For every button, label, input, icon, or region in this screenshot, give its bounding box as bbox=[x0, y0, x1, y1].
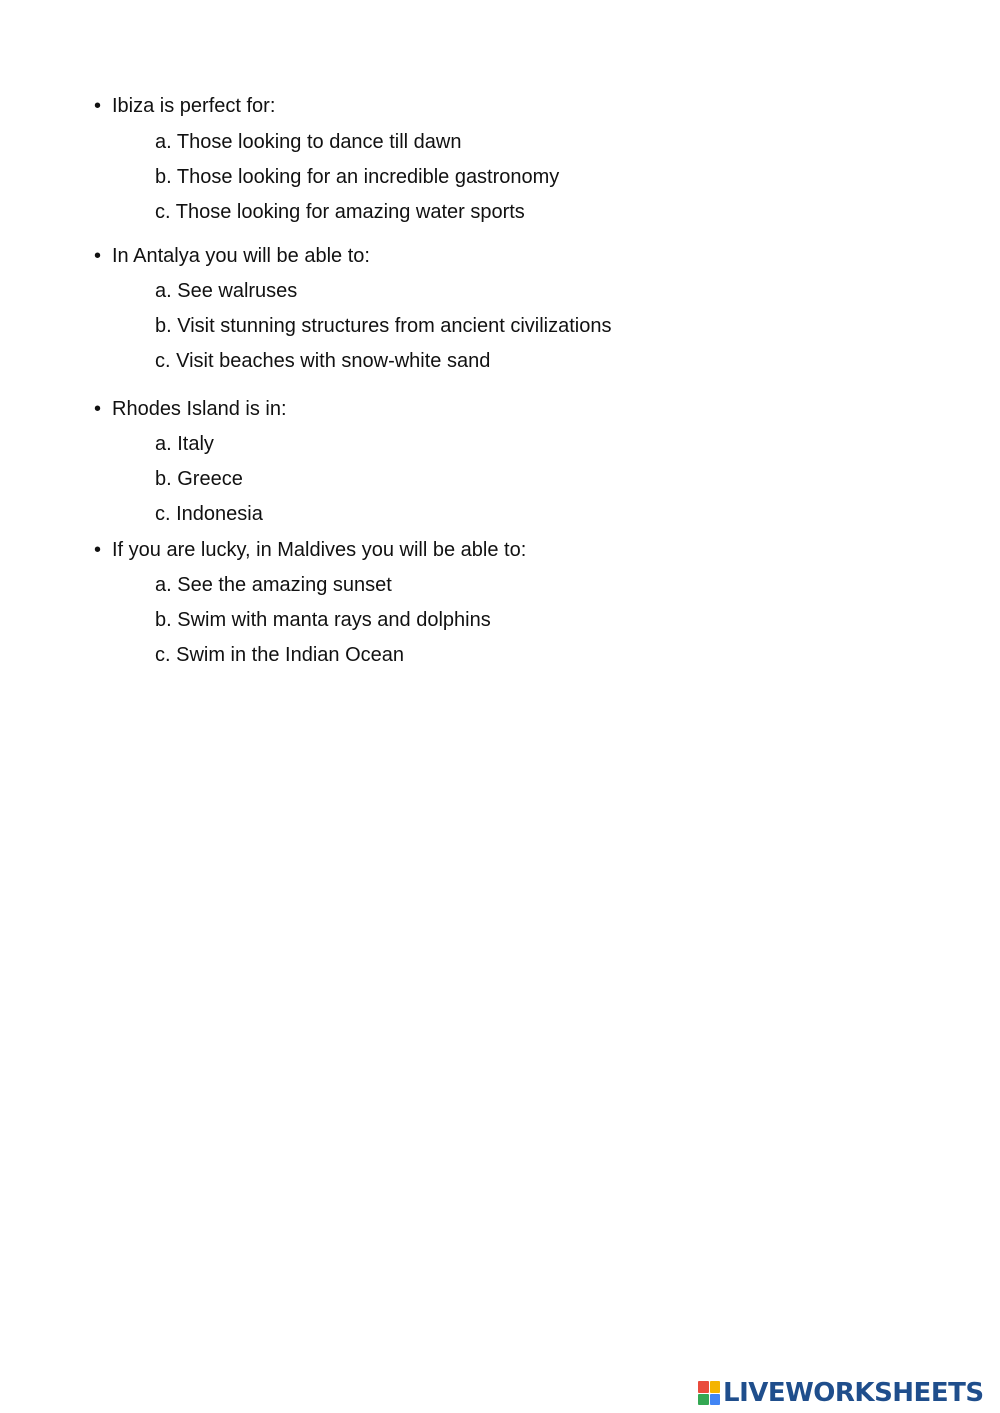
question-2-option-b[interactable]: b. Visit stunning structures from ancient civilizations bbox=[155, 315, 612, 337]
logo-mark-tile bbox=[698, 1394, 709, 1406]
question-2-option-a[interactable]: a. See walruses bbox=[155, 280, 298, 302]
question-2-option-c[interactable]: c. Visit beaches with snow-white sand bbox=[155, 350, 491, 372]
question-4-text: If you are lucky, in Maldives you will be able to: bbox=[112, 539, 527, 561]
question-2-text: In Antalya you will be able to: bbox=[112, 245, 370, 267]
logo-mark-tile bbox=[698, 1381, 709, 1393]
bullet-marker: • bbox=[94, 539, 102, 561]
question-3-option-a[interactable]: a. Italy bbox=[155, 433, 214, 455]
bullet-marker: • bbox=[94, 95, 102, 117]
logo-text: LIVEWORKSHEETS bbox=[723, 1378, 984, 1408]
question-1-text: Ibiza is perfect for: bbox=[112, 95, 276, 117]
logo-mark-tile bbox=[710, 1394, 721, 1406]
bullet-marker: • bbox=[94, 245, 102, 267]
question-1-option-b[interactable]: b. Those looking for an incredible gastronomy bbox=[155, 166, 560, 188]
question-3-option-b[interactable]: b. Greece bbox=[155, 468, 243, 490]
question-4-option-b[interactable]: b. Swim with manta rays and dolphins bbox=[155, 609, 491, 631]
liveworksheets-logo bbox=[698, 1378, 984, 1408]
logo-mark-tile bbox=[710, 1381, 721, 1393]
question-1-option-a[interactable]: a. Those looking to dance till dawn bbox=[155, 131, 462, 153]
liveworksheets-logo-icon bbox=[698, 1381, 720, 1405]
question-1-option-c[interactable]: c. Those looking for amazing water sports bbox=[155, 201, 525, 223]
bullet-marker: • bbox=[94, 398, 102, 420]
question-4-option-c[interactable]: c. Swim in the Indian Ocean bbox=[155, 644, 405, 666]
question-4-option-a[interactable]: a. See the amazing sunset bbox=[155, 574, 392, 596]
question-3-text: Rhodes Island is in: bbox=[112, 398, 287, 420]
question-3-option-c[interactable]: c. Indonesia bbox=[155, 503, 263, 525]
